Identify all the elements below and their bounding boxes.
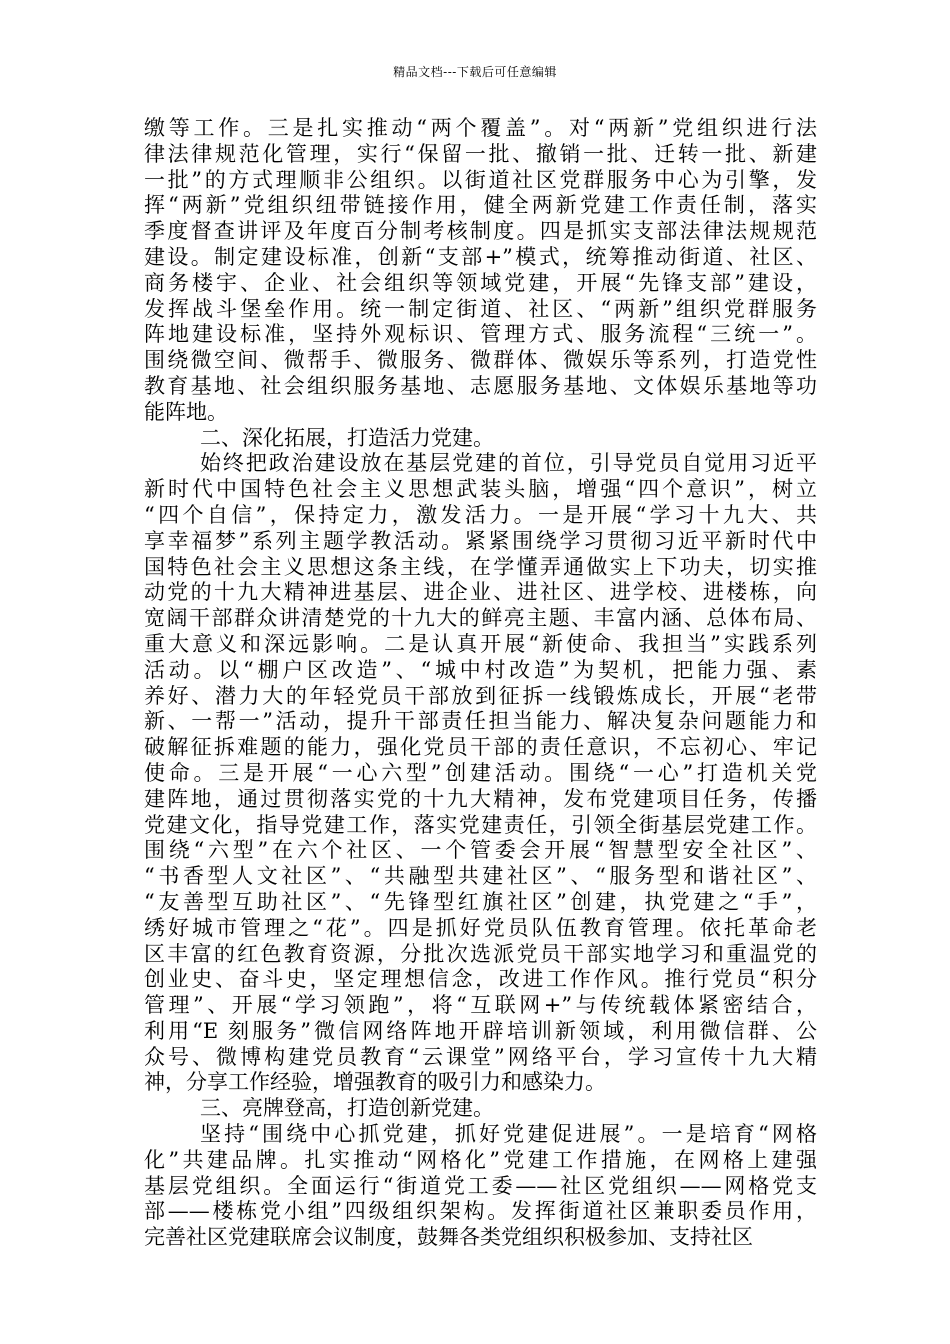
text-line: 围绕“六型”在六个社区、一个管委会开展“智慧型安全社区”、 [144,838,817,863]
text-line: 部——楼栋党小组”四级组织架构。发挥街道社区兼职委员作用， [144,1199,817,1224]
text-line: 党建文化，指导党建工作，落实党建责任，引领全街基层党建工作。 [144,812,817,837]
paragraph [144,1122,817,1251]
text-line: 商务楼宇、企业、社会组织等领域党建，开展“先锋支部”建设， [144,270,817,295]
text-line: 基层党组织。全面运行“街道党工委——社区党组织——网格党支 [144,1173,817,1198]
text-line: “四个自信”，保持定力，激发活力。一是开展“学习十九大、共 [144,502,817,527]
text-line: 律法律规范化管理，实行“保留一批、撤销一批、迁转一批、新建 [144,141,817,166]
paragraph [144,451,817,1096]
text-line: 利用“E 刻服务”微信网络阵地开辟培训新领域，利用微信群、公 [144,1018,817,1043]
text-line: 众号、微博构建党员教育“云课堂”网络平台，学习宣传十九大精 [144,1044,817,1069]
text-line: 宽阔干部群众讲清楚党的十九大的鲜亮主题、丰富内涵、总体布局、 [144,606,817,631]
text-line: “书香型人文社区”、“共融型共建社区”、“服务型和谐社区”、 [144,864,817,889]
text-line: 使命。三是开展“一心六型”创建活动。围绕“一心”打造机关党 [144,760,817,785]
text-line: 化”共建品牌。扎实推动“网格化”党建工作措施，在网格上建强 [144,1147,817,1172]
document-body [144,116,817,1251]
text-line: 围绕微空间、微帮手、微服务、微群体、微娱乐等系列，打造党性 [144,348,817,373]
text-line: 坚持“围绕中心抓党建，抓好党建促进展”。一是培育“网格 [200,1122,817,1147]
paragraph [144,116,817,426]
text-line: 新时代中国特色社会主义思想武装头脑，增强“四个意识”，树立 [144,477,817,502]
text-line: 季度督查讲评及年度百分制考核制度。四是抓实支部法律法规规范 [144,219,817,244]
text-line: 挥“两新”党组织纽带链接作用，健全两新党建工作责任制，落实 [144,193,817,218]
page-header: 精品文档---下载后可任意编辑 [393,65,557,79]
text-line: 养好、潜力大的年轻党员干部放到征拆一线锻炼成长，开展“老带 [144,683,817,708]
text-line: 破解征拆难题的能力，强化党员干部的责任意识，不忘初心、牢记 [144,735,817,760]
text-line: 重大意义和深远影响。二是认真开展“新使命、我担当”实践系列 [144,631,817,656]
text-line: 发挥战斗堡垒作用。统一制定街道、社区、“两新”组织党群服务 [144,296,817,321]
text-line: 缴等工作。三是扎实推动“两个覆盖”。对“两新”党组织进行法 [144,116,817,140]
text-line: 教育基地、社会组织服务基地、志愿服务基地、文体娱乐基地等功 [144,373,817,398]
text-line: 阵地建设标准，坚持外观标识、管理方式、服务流程“三统一”。 [144,322,817,347]
text-line: 始终把政治建设放在基层党建的首位，引导党员自觉用习近平 [200,451,817,476]
text-line: 活动。以“棚户区改造”、“城中村改造”为契机，把能力强、素 [144,657,817,682]
text-line: 绣好城市管理之“花”。四是抓好党员队伍教育管理。依托革命老 [144,915,817,940]
text-line: 建设。制定建设标准，创新“支部+”模式，统筹推动街道、社区、 [144,244,817,269]
text-line: 一批”的方式理顺非公组织。以街道社区党群服务中心为引擎，发 [144,167,817,192]
text-line: 完善社区党建联席会议制度，鼓舞各类党组织积极参加、支持社区 [144,1225,753,1250]
text-line: 能阵地。 [144,399,228,424]
text-line: 神，分享工作经验，增强教育的吸引力和感染力。 [144,1070,606,1095]
paragraph [144,1096,817,1122]
text-line: “友善型互助社区”、“先锋型红旗社区”创建，执党建之“手”， [144,889,817,914]
text-line: 国特色社会主义思想这条主线，在学懂弄通做实上下功夫，切实推 [144,554,817,579]
text-line: 享幸福梦”系列主题学教活动。紧紧围绕学习贯彻习近平新时代中 [144,528,817,553]
paragraph [144,426,817,452]
text-line: 二、深化拓展，打造活力党建。 [200,425,494,450]
text-line: 建阵地，通过贯彻落实党的十九大精神，发布党建项目任务，传播 [144,786,817,811]
text-line: 动党的十九大精神进基层、进企业、进社区、进学校、进楼栋，向 [144,580,817,605]
text-line: 新、一帮一”活动，提升干部责任担当能力、解决复杂问题能力和 [144,709,817,734]
text-line: 区丰富的红色教育资源，分批次选派党员干部实地学习和重温党的 [144,941,817,966]
text-line: 管理”、开展“学习领跑”，将“互联网+”与传统载体紧密结合， [144,993,817,1018]
text-line: 三、亮牌登高，打造创新党建。 [200,1096,494,1121]
text-line: 创业史、奋斗史，坚定理想信念，改进工作作风。推行党员“积分 [144,967,817,992]
